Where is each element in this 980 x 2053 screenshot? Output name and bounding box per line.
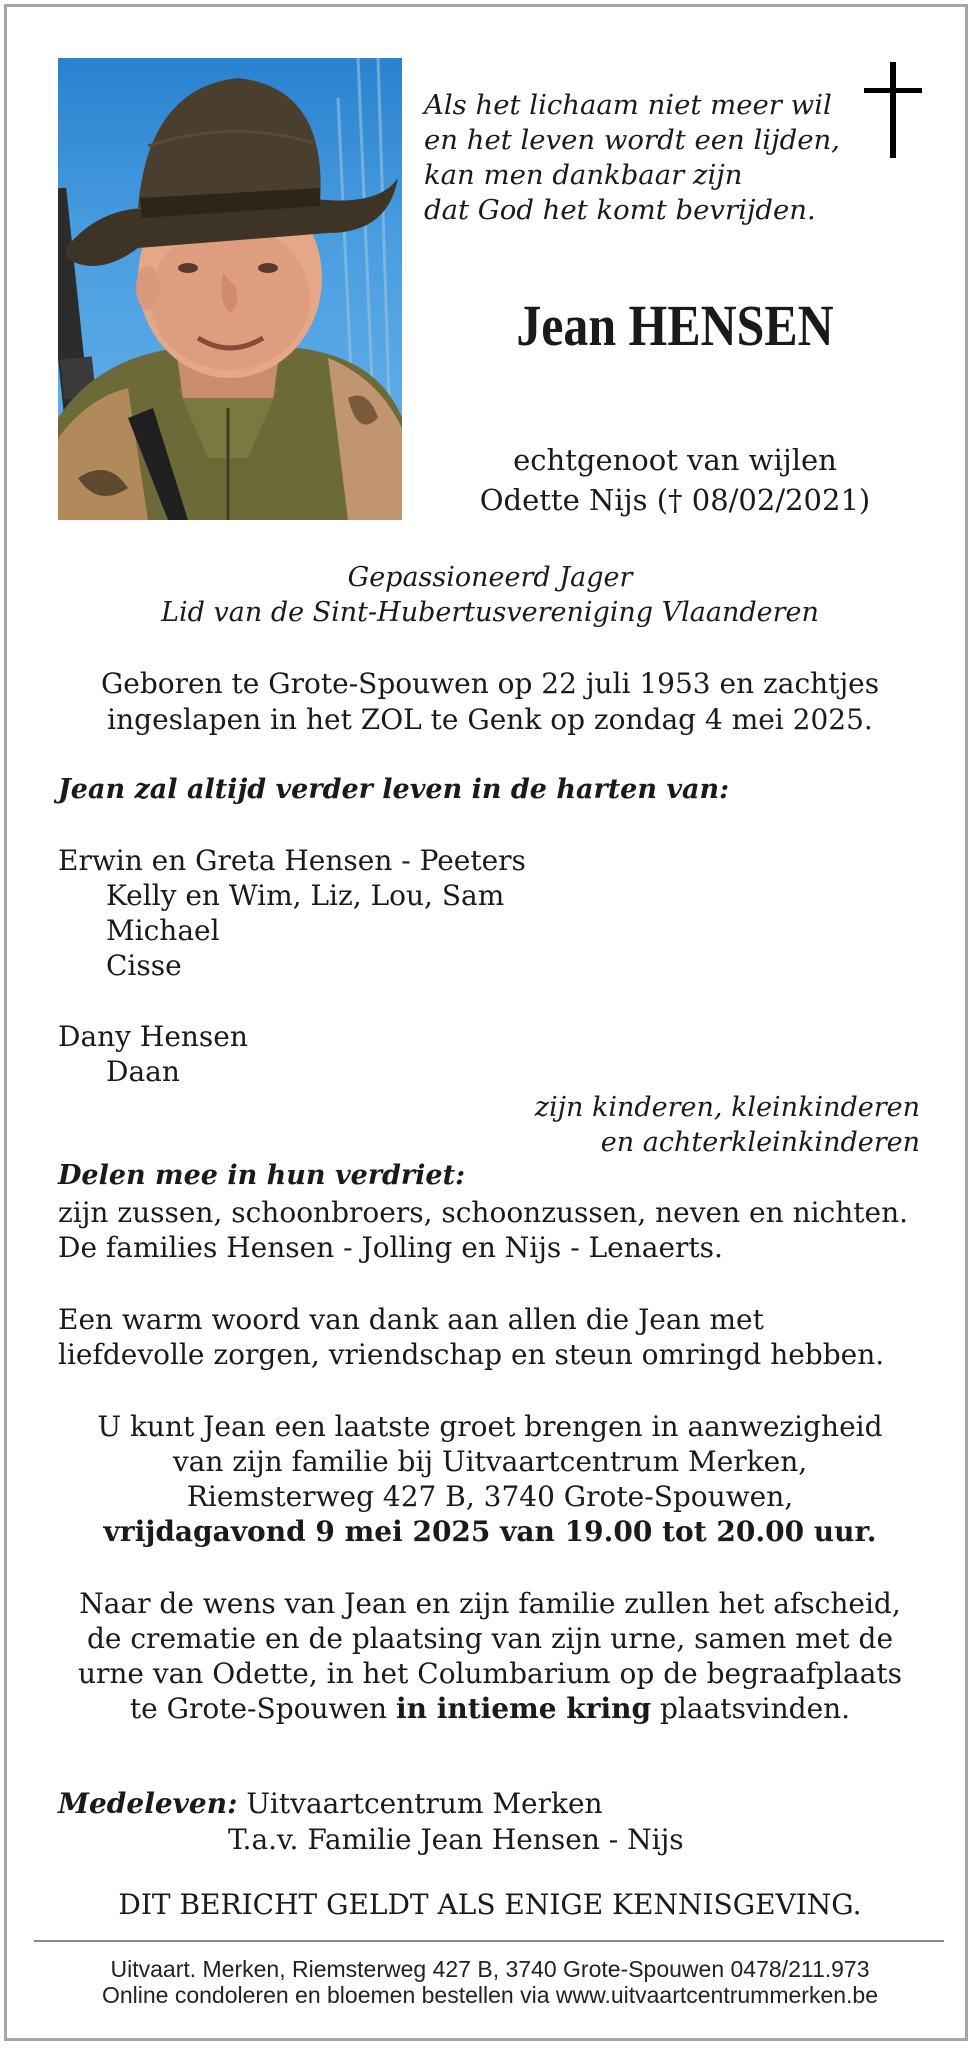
family-member: Michael — [106, 914, 220, 947]
share-line: zijn zussen, schoonbroers, schoonzussen, neven en nichten. — [58, 1196, 909, 1229]
portrait-photo — [58, 58, 402, 520]
family-head: Dany Hensen — [58, 1020, 248, 1053]
family-member: Daan — [106, 1055, 180, 1088]
condolences-line: Uitvaartcentrum Merken — [237, 1787, 603, 1820]
birth-line: Geboren te Grote-Spouwen op 22 juli 1953 en zachtjes — [100, 667, 880, 700]
deceased-name: Jean HENSEN — [516, 293, 834, 358]
family-head: Erwin en Greta Hensen - Peeters — [58, 844, 526, 877]
relation-line: zijn kinderen, kleinkinderen — [534, 1092, 920, 1123]
farewell-line — [0, 1691, 980, 1726]
condolences-line: T.a.v. Familie Jean Hensen - Nijs — [228, 1823, 684, 1856]
divider — [34, 1940, 944, 1942]
share-title: Delen mee in hun verdriet: — [58, 1160, 466, 1191]
club-line: Lid van de Sint-Hubertusvereniging Vlaanderen — [161, 597, 819, 628]
visit-info — [0, 1409, 980, 1549]
farewell-info — [0, 1586, 980, 1726]
visit-datetime: vrijdagavond 9 mei 2025 van 19.00 tot 20.00 uur. — [103, 1515, 877, 1548]
poem-line: dat God het komt bevrijden. — [424, 194, 816, 226]
family-group — [58, 1019, 758, 1089]
thanks-text — [58, 1302, 958, 1372]
notice-text: DIT BERICHT GELDT ALS ENIGE KENNISGEVING. — [118, 1888, 862, 1921]
spouse-line: echtgenoot van wijlen — [513, 443, 837, 477]
poem-line: Als het lichaam niet meer wil — [424, 89, 832, 121]
poem-line: kan men dankbaar zijn — [424, 159, 743, 191]
condolences-label: Medeleven: — [58, 1787, 238, 1820]
birth-line: ingeslapen in het ZOL te Genk op zondag 4 mei 2025. — [107, 703, 873, 736]
share-line: De families Hensen - Jolling en Nijs - Lenaerts. — [58, 1231, 723, 1264]
visit-line: Riemsterweg 427 B, 3740 Grote-Spouwen, — [186, 1480, 794, 1513]
condolences-info — [58, 1786, 684, 1858]
thanks-line: liefdevolle zorgen, vriendschap en steun omringd hebben. — [58, 1338, 885, 1371]
footer-line: Uitvaart. Merken, Riemsterweg 427 B, 3740 Grote-Spouwen 0478/211.973 — [110, 1956, 870, 1982]
club-info — [0, 560, 980, 630]
relation-line: en achterkleinkinderen — [600, 1127, 920, 1158]
share-text — [58, 1195, 958, 1265]
relation-label — [535, 1090, 920, 1160]
visit-line: U kunt Jean een laatste groet brengen in aanwezigheid — [97, 1410, 883, 1443]
spouse-info — [430, 440, 920, 520]
portrait-illustration — [58, 58, 402, 520]
farewell-emphasis: in intieme kring — [396, 1692, 652, 1725]
cross-icon — [864, 62, 922, 158]
visit-line: van zijn familie bij Uitvaartcentrum Merken, — [172, 1445, 808, 1478]
hearts-title: Jean zal altijd verder leven in de harten van: — [58, 774, 730, 805]
farewell-line: urne van Odette, in het Columbarium op de begraafplaats — [77, 1657, 903, 1690]
poem — [424, 88, 844, 228]
farewell-line: Naar de wens van Jean en zijn familie zullen het afscheid, — [79, 1587, 901, 1620]
spouse-line: Odette Nijs († 08/02/2021) — [479, 483, 871, 517]
birth-info — [0, 666, 980, 738]
footer — [0, 1956, 980, 2008]
thanks-line: Een warm woord van dank aan allen die Jean met — [58, 1303, 764, 1336]
farewell-line: de crematie en de plaatsing van zijn urne, samen met de — [86, 1622, 894, 1655]
family-group — [58, 843, 758, 983]
footer-link[interactable]: Online condoleren en bloemen bestellen via www.uitvaartcentrummerken.be — [101, 1982, 879, 2008]
family-member: Cisse — [106, 949, 182, 982]
poem-line: en het leven wordt een lijden, — [424, 124, 840, 156]
club-line: Gepassioneerd Jager — [347, 562, 633, 593]
family-member: Kelly en Wim, Liz, Lou, Sam — [106, 879, 505, 912]
farewell-text: te Grote-Spouwen — [129, 1692, 396, 1725]
farewell-text: plaatsvinden. — [651, 1692, 851, 1725]
